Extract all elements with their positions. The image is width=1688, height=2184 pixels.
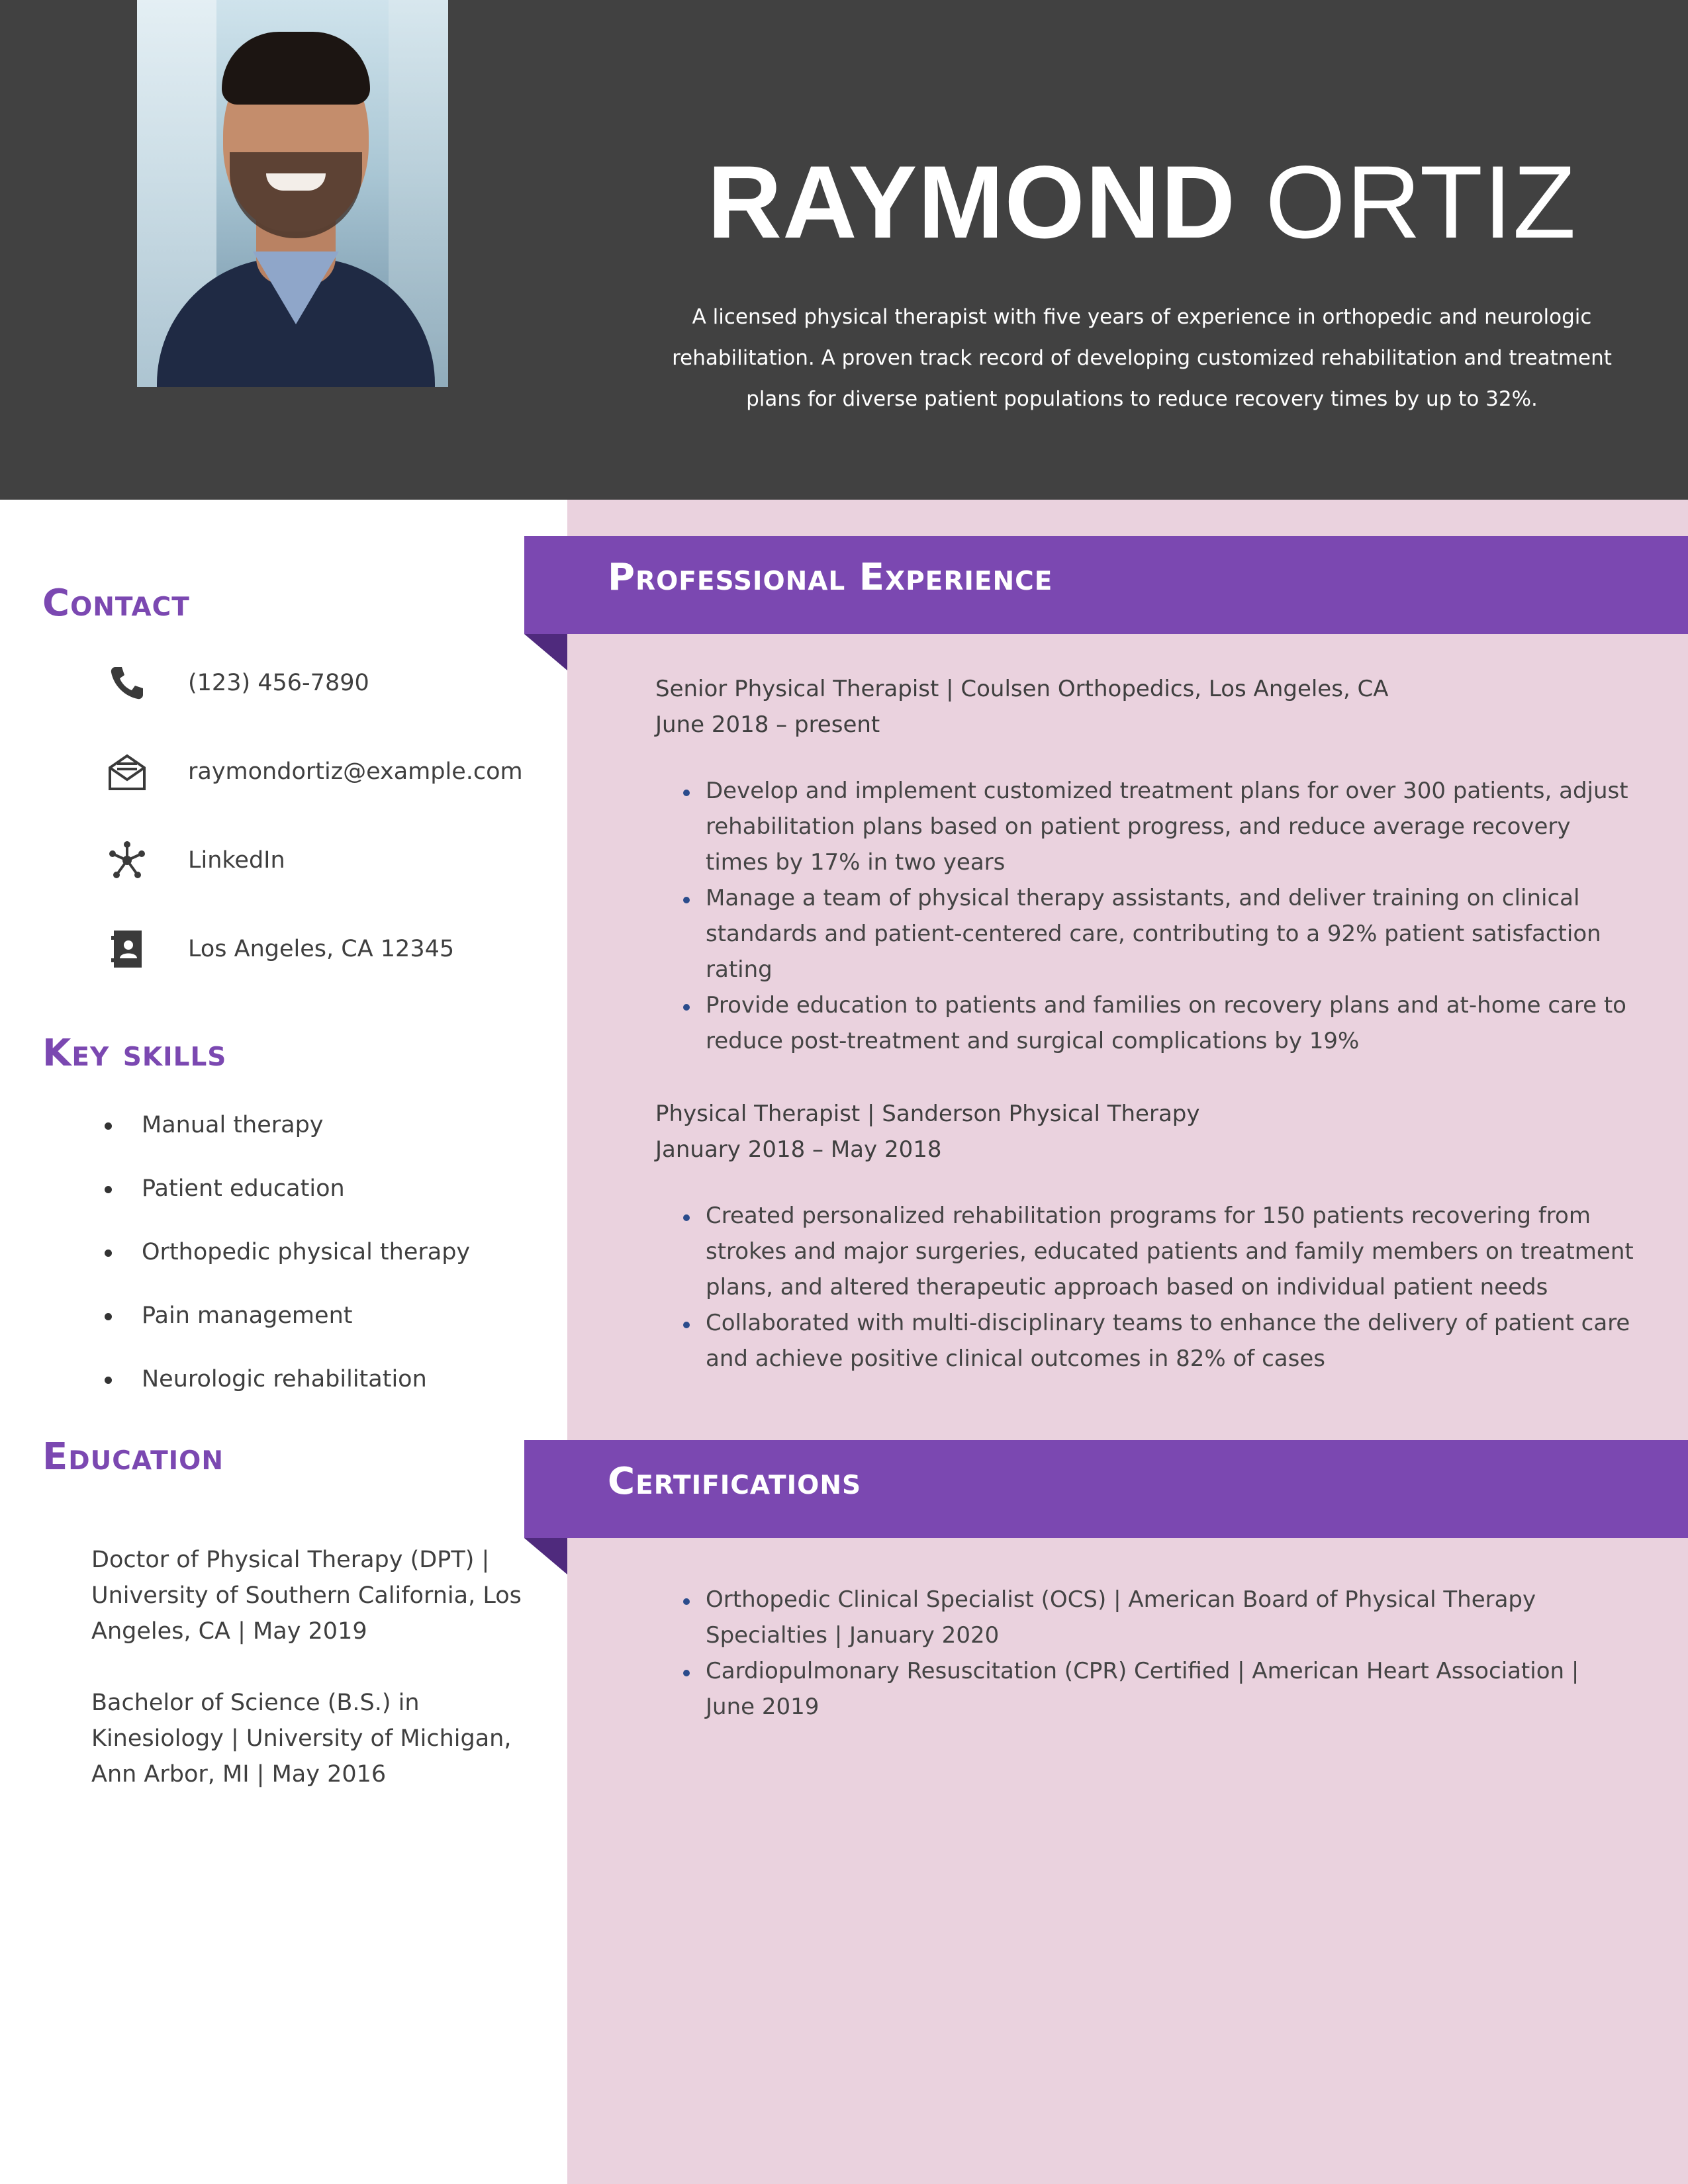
- job-bullet: Provide education to patients and families on recovery plans and at-home care to reduce post-treatment and surgical complications by 19%: [655, 987, 1635, 1059]
- phone-number[interactable]: (123) 456-7890: [188, 670, 369, 696]
- first-name: RAYMOND: [707, 145, 1237, 260]
- experience-banner-fold: [524, 634, 567, 670]
- contact-phone: [106, 662, 530, 708]
- skill-item: Pain management: [99, 1295, 470, 1358]
- education-item: Doctor of Physical Therapy (DPT) | University of Southern California, Los Angeles, CA | May 2019: [91, 1547, 522, 1645]
- professional-summary: A licensed physical therapist with five years of experience in orthopedic and neurologic rehabilitation. A proven track record of developing customized rehabilitation and treatment plans for diverse patient populations to reduce recovery times by up to 32%.: [672, 305, 1612, 411]
- contact-heading: Contact: [42, 582, 190, 625]
- skill-item: Manual therapy: [99, 1104, 470, 1167]
- certification-item: Cardiopulmonary Resuscitation (CPR) Certified | American Heart Association | June 2019: [655, 1653, 1635, 1725]
- job-bullets: [655, 1198, 1635, 1377]
- certifications-list: [655, 1582, 1635, 1725]
- job-entry: [655, 671, 1635, 1059]
- experience-heading: Professional Experience: [608, 556, 1053, 599]
- job-bullet: Collaborated with multi-disciplinary teams to enhance the delivery of patient care and achieve positive clinical outcomes in 82% of cases: [655, 1305, 1635, 1377]
- candidate-name: [662, 145, 1622, 260]
- last-name: ORTIZ: [1265, 145, 1577, 260]
- skill-item: Patient education: [99, 1167, 470, 1231]
- contact-email: [106, 751, 530, 797]
- job-bullet: Created personalized rehabilitation programs for 150 patients recovering from strokes and major surgeries, educated patients and family members on treatment plans, and altered therapeutic approach based on individual patient needs: [655, 1198, 1635, 1305]
- job-dates: June 2018 – present: [655, 711, 880, 738]
- network-icon: [106, 839, 148, 882]
- address-book-icon: [106, 928, 148, 970]
- contact-linkedin: [106, 839, 530, 886]
- job-title: Physical Therapist | Sanderson Physical Therapy: [655, 1101, 1200, 1127]
- job-bullet: Develop and implement customized treatment plans for over 300 patients, adjust rehabilitation plans based on patient progress, and reduce average recovery times by 17% in two years: [655, 773, 1635, 880]
- job-dates: January 2018 – May 2018: [655, 1136, 942, 1163]
- certification-item: Orthopedic Clinical Specialist (OCS) | American Board of Physical Therapy Specialties | January 2020: [655, 1582, 1635, 1653]
- skill-item: Orthopedic physical therapy: [99, 1231, 470, 1295]
- email-address[interactable]: raymondortiz@example.com: [188, 758, 523, 785]
- profile-photo: [137, 0, 448, 387]
- skill-item: Neurologic rehabilitation: [99, 1358, 470, 1422]
- skills-heading: Key skills: [42, 1032, 227, 1075]
- email-icon: [106, 751, 148, 793]
- address-text: Los Angeles, CA 12345: [188, 936, 455, 962]
- education-heading: Education: [42, 1435, 224, 1479]
- certification-bullets: [655, 1582, 1635, 1725]
- certifications-heading: Certifications: [608, 1460, 862, 1503]
- resume-header: [0, 0, 1688, 500]
- education-item: Bachelor of Science (B.S.) in Kinesiology | University of Michigan, Ann Arbor, MI | May 2016: [91, 1690, 512, 1788]
- job-bullets: [655, 773, 1635, 1059]
- skills-list: [99, 1104, 470, 1422]
- phone-icon: [106, 662, 148, 704]
- contact-address: [106, 928, 530, 974]
- job-title: Senior Physical Therapist | Coulsen Orthopedics, Los Angeles, CA: [655, 676, 1389, 702]
- linkedin-link[interactable]: LinkedIn: [188, 847, 285, 874]
- job-bullet: Manage a team of physical therapy assistants, and deliver training on clinical standards and patient-centered care, contributing to a 92% patient satisfaction rating: [655, 880, 1635, 987]
- job-entry: [655, 1096, 1635, 1377]
